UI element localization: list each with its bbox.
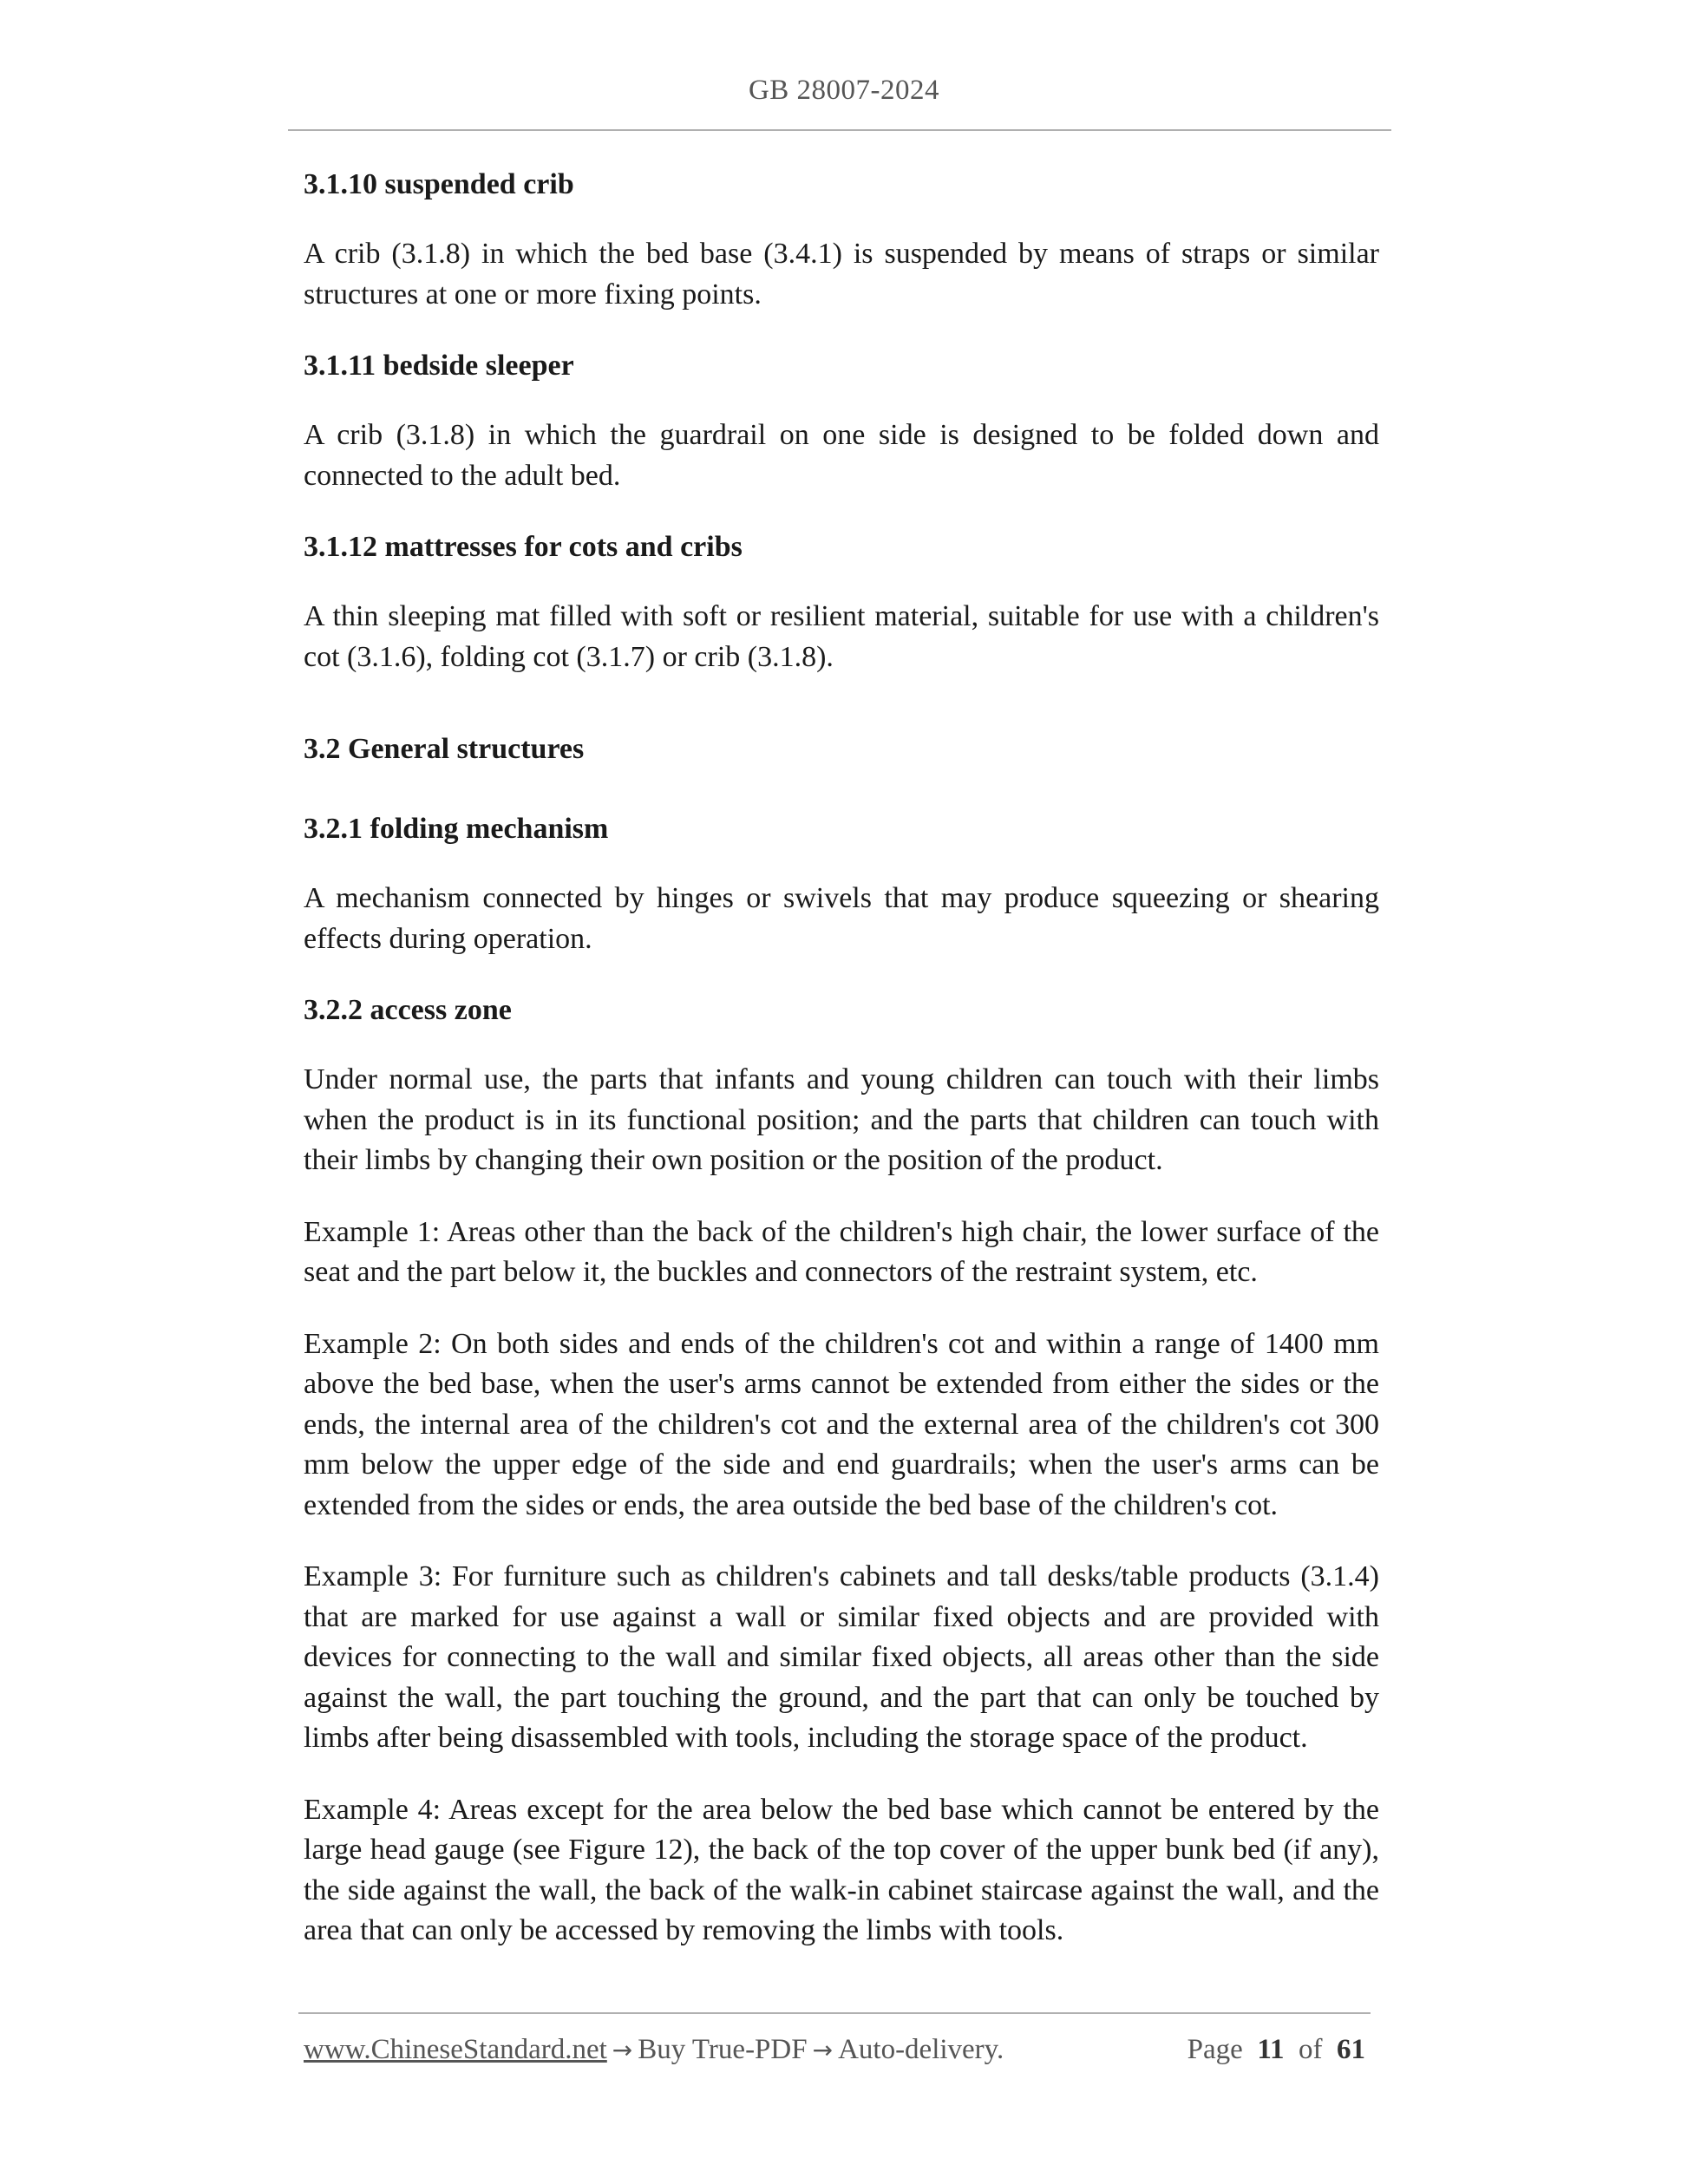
header-divider	[288, 129, 1391, 131]
page-label: Page	[1187, 2034, 1243, 2065]
document-header-title: GB 28007-2024	[748, 75, 940, 106]
section-heading: 3.1.11 bedside sleeper	[304, 350, 574, 382]
delivery-text: Auto-delivery.	[838, 2034, 1004, 2065]
section-paragraph: A crib (3.1.8) in which the bed base (3.4.1) is suspended by means of straps or similar structures at one or more fixing points.	[304, 238, 1379, 311]
arrow-right-icon: →	[612, 2036, 633, 2064]
footer-divider	[298, 2012, 1371, 2014]
document-body	[304, 165, 1379, 1983]
example-paragraph: Example 4: Areas except for the area below the bed base which cannot be entered by the large head gauge (see Figure 12), the back of the top cover of the upper bunk bed (if any), the side against the wall, the back of the walk-in cabinet staircase against the wall, and the area that can only be accessed by removing the limbs with tools.	[304, 1793, 1379, 1946]
section-paragraph: A crib (3.1.8) in which the guardrail on one side is designed to be folded down and connected to the adult bed.	[304, 419, 1379, 492]
section-paragraph: Under normal use, the parts that infants and young children can touch with their limbs when the product is in its functional position; and the parts that children can touch with their limbs by changing their own position or the position of the product.	[304, 1063, 1379, 1176]
buy-text: Buy True-PDF	[638, 2034, 808, 2065]
example-paragraph: Example 2: On both sides and ends of the children's cot and within a range of 1400 mm above the bed base, when the user's arms cannot be extended from either the sides or the ends, the internal area of the children's cot and the external area of the children's cot 300 mm below the upper edge of the side and end guardrails; when the user's arms can be extended from the sides or ends, the area outside the bed base of the children's cot.	[304, 1327, 1379, 1521]
site-link[interactable]: www.ChineseStandard.net	[304, 2034, 607, 2065]
section-heading: 3.1.10 suspended crib	[304, 168, 574, 200]
example-paragraph: Example 1: Areas other than the back of the children's high chair, the lower surface of the seat and the part below it, the buckles and connectors of the restraint system, etc.	[304, 1215, 1379, 1288]
example-paragraph: Example 3: For furniture such as children's cabinets and tall desks/table products (3.1.4) that are marked for use against a wall or similar fixed objects and are provided with devices for connecting to the wall and similar fixed objects, all areas other than the side against the wall, the part touching the ground, and the part that can only be touched by limbs after being disassembled with tools, including the storage space of the product.	[304, 1560, 1379, 1754]
section-heading-major: 3.2 General structures	[304, 733, 585, 765]
section-paragraph: A mechanism connected by hinges or swivels that may produce squeezing or shearing effects during operation.	[304, 882, 1379, 955]
section-paragraph: A thin sleeping mat filled with soft or resilient material, suitable for use with a children's cot (3.1.6), folding cot (3.1.7) or crib (3.1.8).	[304, 600, 1379, 673]
of-label: of	[1299, 2034, 1323, 2065]
footer-promo	[304, 2034, 1004, 2066]
section-heading: 3.1.12 mattresses for cots and cribs	[304, 531, 743, 563]
page-total: 61	[1337, 2034, 1365, 2065]
page-number: 11	[1257, 2034, 1285, 2065]
section-heading: 3.2.1 folding mechanism	[304, 813, 609, 845]
section-heading: 3.2.2 access zone	[304, 994, 512, 1026]
page-indicator	[1187, 2034, 1365, 2066]
arrow-right-icon: →	[812, 2036, 834, 2064]
